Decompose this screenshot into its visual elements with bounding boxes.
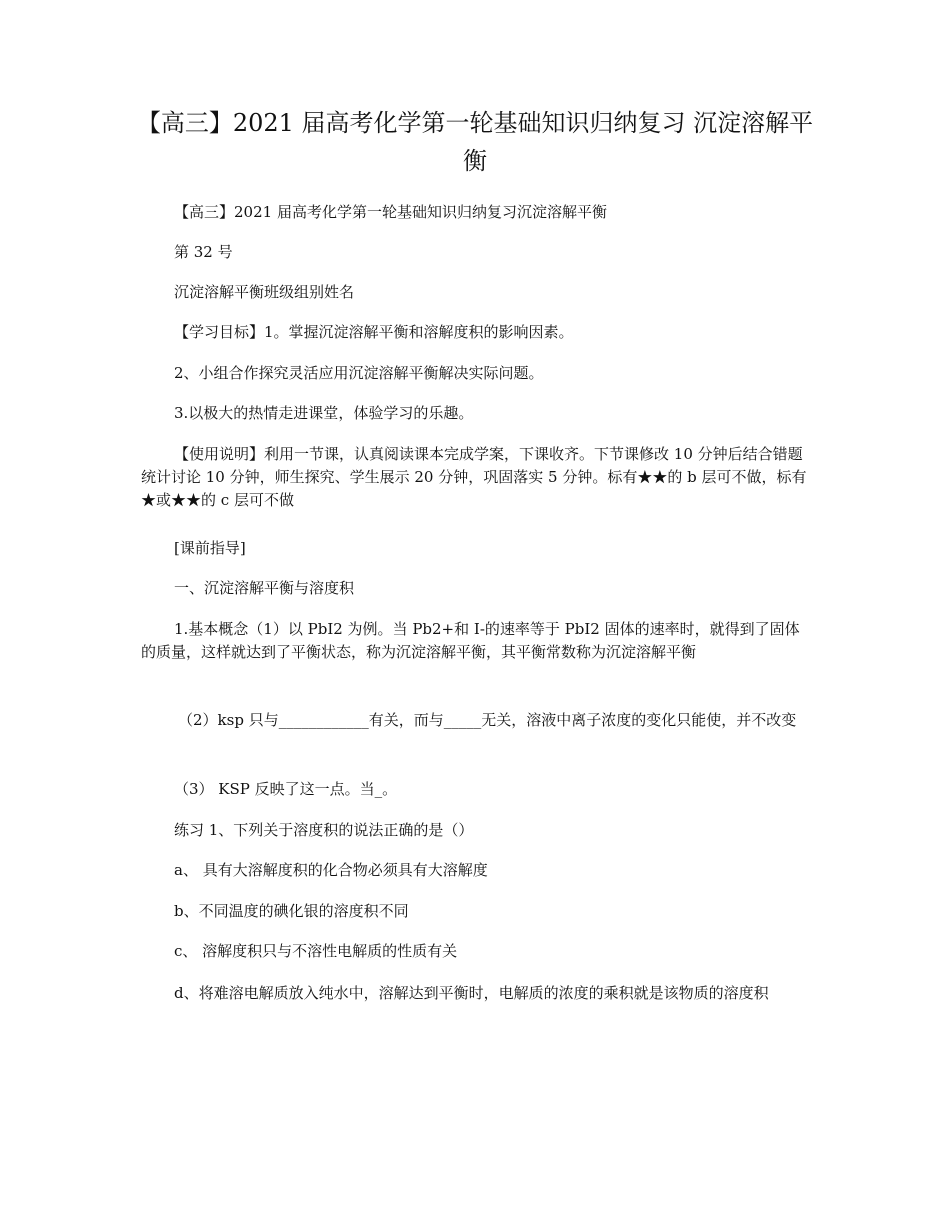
paragraph-number: 第 32 号 — [174, 243, 233, 261]
paragraph-learning-goal-1: 【学习目标】1。掌握沉淀溶解平衡和溶解度积的影响因素。 — [174, 323, 574, 341]
paragraph-basic-concept: 1.基本概念（1）以 PbI2 为例。当 Pb2+和 I-的速率等于 PbI2 固体的速率时，就得到了固体的质量，这样就达到了平衡状态，称为沉淀溶解平衡，其平衡常数称为沉淀溶解平衡 — [141, 620, 800, 661]
paragraph-learning-goal-2: 2、小组合作探究灵活应用沉淀溶解平衡解决实际问题。 — [174, 364, 544, 382]
exercise-1-option-a: a、 具有大溶解度积的化合物必须具有大溶解度 — [174, 861, 488, 879]
paragraph-ksp-reflects: （3） KSP 反映了这一点。当_。 — [174, 780, 398, 798]
section-heading-1: 一、沉淀溶解平衡与溶度积 — [174, 579, 355, 597]
paragraph-preclass-guide: [课前指导] — [174, 539, 246, 557]
exercise-1-option-d: d、将难溶电解质放入纯水中，溶解达到平衡时，电解质的浓度的乘积就是该物质的溶度积 — [174, 984, 769, 1002]
paragraph-class-info: 沉淀溶解平衡班级组别姓名 — [174, 283, 355, 301]
paragraph-usage-instructions: 【使用说明】利用一节课，认真阅读课本完成学案，下课收齐。下节课修改 10 分钟后结合错题统计讨论 10 分钟，师生探究、学生展示 20 分钟，巩固落实 5 分钟。标有★★的 b 层可不做，标有★或★★的 c 层可不做 — [141, 445, 807, 509]
paragraph-learning-goal-3: 3.以极大的热情走进课堂，体验学习的乐趣。 — [174, 404, 474, 422]
document-title: 【高三】2021 届高考化学第一轮基础知识归纳复习 沉淀溶解平衡 — [136, 109, 814, 175]
exercise-1-question: 练习 1、下列关于溶度积的说法正确的是（） — [174, 821, 474, 839]
exercise-1-option-c: c、 溶解度积只与不溶性电解质的性质有关 — [174, 942, 458, 960]
paragraph-ksp-fill-blank: （2）ksp 只与____________有关，而与_____无关，溶液中离子浓度的变化只能使，并不改变 — [178, 711, 797, 729]
exercise-1-option-b: b、不同温度的碘化银的溶度积不同 — [174, 902, 409, 920]
paragraph-heading-repeat: 【高三】2021 届高考化学第一轮基础知识归纳复习沉淀溶解平衡 — [174, 203, 607, 221]
